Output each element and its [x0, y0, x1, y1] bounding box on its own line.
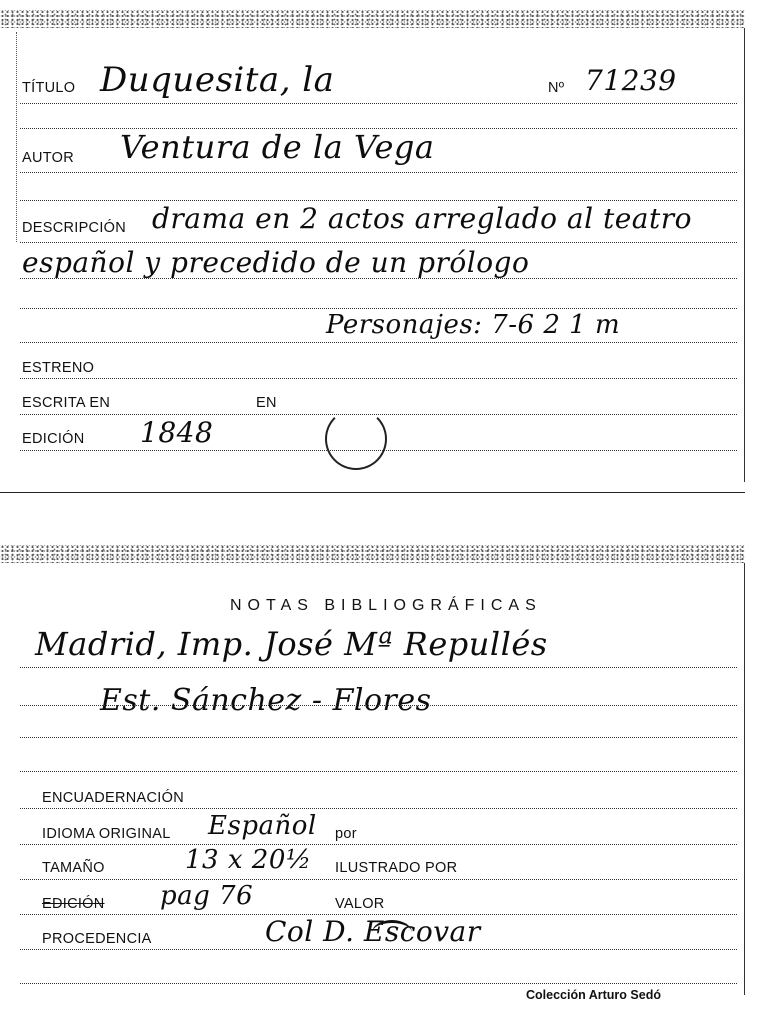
rule-notas-4 — [20, 771, 737, 772]
tamano-value: 13 x 20½ — [185, 845, 312, 875]
rule-tamano — [20, 879, 737, 880]
collection-footer: Colección Arturo Sedó — [526, 988, 661, 1002]
notas-line1: Madrid, Imp. José Mª Repullés — [35, 625, 548, 663]
rule-blank-bottom — [20, 983, 737, 984]
idioma-original-label: IDIOMA ORIGINAL — [42, 826, 171, 842]
card-right-edge-bottom — [744, 563, 745, 995]
autor-label: AUTOR — [22, 150, 74, 166]
rule-autor — [20, 172, 737, 173]
numero-value: 71239 — [585, 64, 677, 97]
edicion-bottom-value: pag 76 — [160, 881, 254, 911]
rule-descripcion-1 — [20, 242, 737, 243]
rule-notas-1 — [20, 667, 737, 668]
rule-procedencia — [20, 949, 737, 950]
edicion-value: 1848 — [140, 416, 214, 449]
descripcion-label: DESCRIPCIÓN — [22, 220, 127, 236]
descripcion-value-line1: drama en 2 actos arreglado al teatro — [152, 202, 692, 235]
por-label: por — [335, 826, 357, 842]
rule-blank-3 — [20, 308, 737, 309]
estreno-label: ESTRENO — [22, 360, 95, 376]
card-edge-speckle-bottom — [0, 545, 745, 563]
rule-estreno — [20, 378, 737, 379]
rule-escrita — [20, 414, 737, 415]
card-left-edge — [16, 32, 17, 242]
rule-idioma — [20, 844, 737, 845]
escrita-en-label: ESCRITA EN — [22, 395, 111, 411]
rule-titulo — [20, 103, 737, 104]
stamp-arc-mark — [372, 920, 412, 945]
card-right-edge — [744, 28, 745, 482]
procedencia-value: Col D. Escovar — [265, 915, 481, 948]
personajes-note: Personajes: 7-6 2 1 m — [326, 310, 621, 340]
rule-notas-2 — [20, 705, 737, 706]
edicion-bottom-label: EDICIÓN — [42, 896, 105, 912]
en-label: EN — [256, 395, 277, 411]
notas-heading: NOTAS BIBLIOGRÁFICAS — [230, 597, 542, 614]
edicion-label: EDICIÓN — [22, 431, 85, 447]
catalog-card-main — [0, 10, 745, 493]
rule-notas-3 — [20, 737, 737, 738]
idioma-original-value: Español — [208, 811, 317, 841]
tamano-label: TAMAÑO — [42, 860, 105, 876]
rule-descripcion-2 — [20, 278, 737, 279]
titulo-label: TÍTULO — [22, 80, 76, 96]
autor-value: Ventura de la Vega — [120, 128, 435, 166]
stamp-circle-mark — [325, 408, 387, 470]
encuadernacion-label: ENCUADERNACIÓN — [42, 790, 184, 806]
rule-personajes — [20, 342, 737, 343]
descripcion-value-line2: español y precedido de un prólogo — [22, 246, 530, 279]
valor-label: VALOR — [335, 896, 385, 912]
notas-line2: Est. Sánchez - Flores — [100, 683, 432, 718]
ilustrado-por-label: ILUSTRADO POR — [335, 860, 458, 876]
rule-blank-2 — [20, 200, 737, 201]
titulo-value: Duquesita, la — [100, 60, 335, 100]
procedencia-label: PROCEDENCIA — [42, 931, 152, 947]
numero-label: Nº — [548, 80, 565, 96]
card-edge-speckle — [0, 10, 745, 28]
rule-encuadernacion — [20, 808, 737, 809]
